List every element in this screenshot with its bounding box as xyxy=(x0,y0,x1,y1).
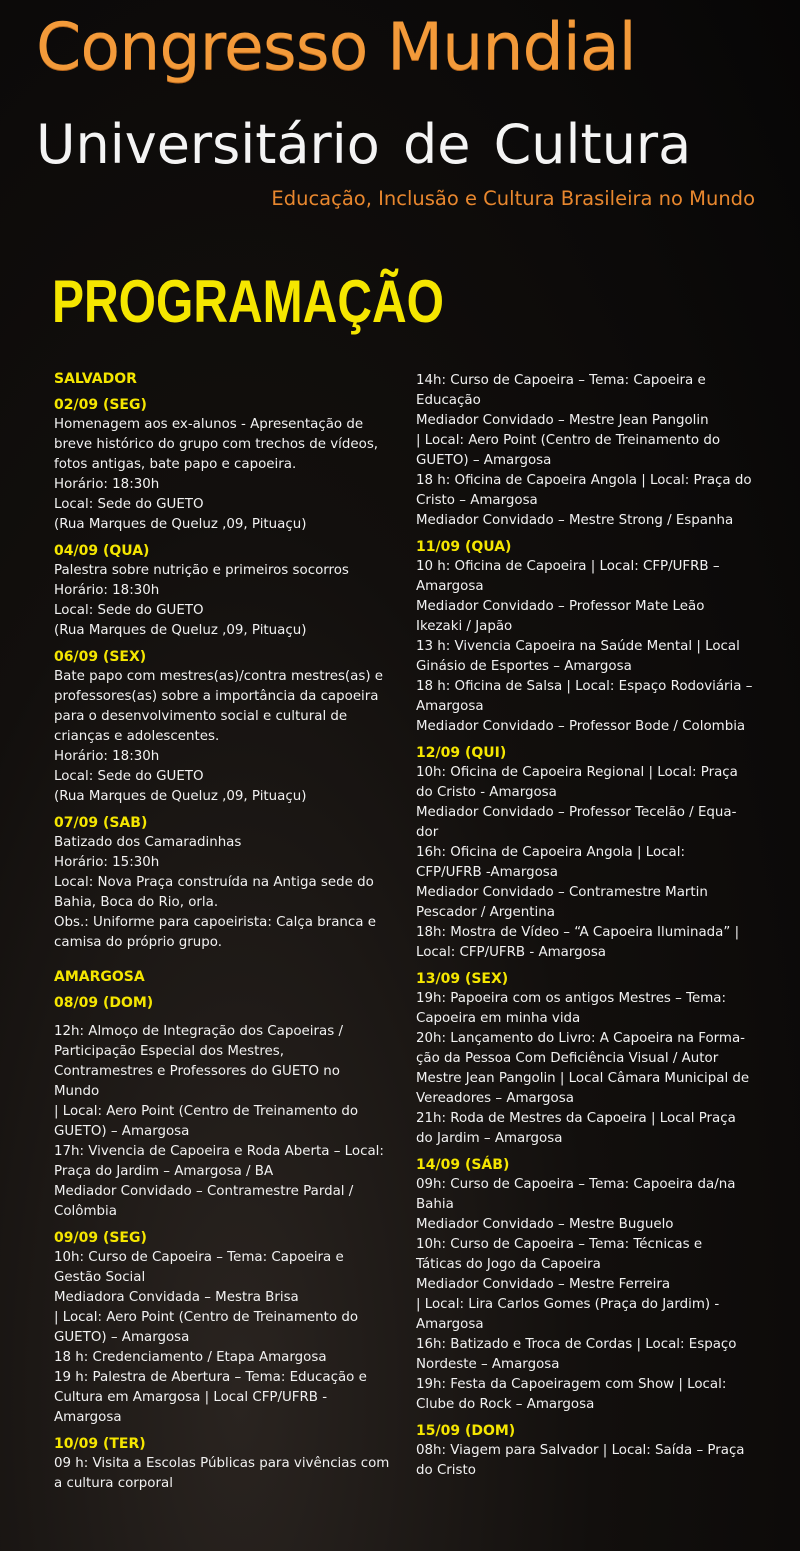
schedule-line: camisa do próprio grupo. xyxy=(54,935,223,950)
schedule-line: do Jardim – Amargosa xyxy=(416,1131,563,1146)
schedule-line: 16h: Batizado e Troca de Cordas | Local: Espaço xyxy=(416,1337,737,1352)
date-heading: 06/09 (SEX) xyxy=(54,649,147,665)
schedule-line: Bahia, Boca do Rio, orla. xyxy=(54,895,219,910)
schedule-line: Cultura em Amargosa | Local CFP/UFRB - xyxy=(54,1390,328,1405)
day-block xyxy=(54,1228,404,1428)
schedule-line: professores(as) sobre a importância da capoeira xyxy=(54,689,379,704)
schedule-line: Mestre Jean Pangolin | Local Câmara Municipal de xyxy=(416,1071,750,1086)
day-block xyxy=(416,1421,772,1481)
schedule-line: 16h: Oficina de Capoeira Angola | Local: xyxy=(416,845,685,860)
schedule-line: | Local: Aero Point (Centro de Treinamento do xyxy=(54,1310,359,1325)
schedule-line: 19h: Papoeira com os antigos Mestres – Tema: xyxy=(416,991,727,1006)
date-heading: 11/09 (QUA) xyxy=(416,539,512,555)
schedule-line: a cultura corporal xyxy=(54,1476,173,1491)
schedule-line: 10 h: Oficina de Capoeira | Local: CFP/UFRB – xyxy=(416,559,720,574)
date-heading: 08/09 (DOM) xyxy=(54,995,154,1011)
schedule-line: GUETO) – Amargosa xyxy=(54,1330,190,1345)
schedule-line: Local: Nova Praça construída na Antiga sede do xyxy=(54,875,374,890)
schedule-line: Gestão Social xyxy=(54,1270,146,1285)
schedule-line: 21h: Roda de Mestres da Capoeira | Local Praça xyxy=(416,1111,736,1126)
schedule-line: Nordeste – Amargosa xyxy=(416,1357,560,1372)
schedule-right-column xyxy=(416,371,772,1481)
schedule-line: Mediador Convidado – Contramestre Martin xyxy=(416,885,708,900)
schedule-line: Participação Especial dos Mestres, xyxy=(54,1044,285,1059)
section-title-programacao: PROGRAMAÇÃO xyxy=(52,268,444,335)
schedule-line: crianças e adolescentes. xyxy=(54,729,220,744)
schedule-line: GUETO) – Amargosa xyxy=(416,453,552,468)
schedule-line: Educação xyxy=(416,393,481,408)
schedule-line: 10h: Oficina de Capoeira Regional | Local: Praça xyxy=(416,765,738,780)
day-block xyxy=(416,371,772,531)
schedule-line: Horário: 18:30h xyxy=(54,477,160,492)
schedule-line: Horário: 18:30h xyxy=(54,583,160,598)
title-universitario-de-cultura: Universitário de Cultura xyxy=(36,113,692,176)
schedule-line: 18 h: Credenciamento / Etapa Amargosa xyxy=(54,1350,327,1365)
day-block xyxy=(416,537,772,737)
title-congresso-mundial: Congresso Mundial xyxy=(36,10,636,85)
schedule-line: 18 h: Oficina de Salsa | Local: Espaço Rodoviária – xyxy=(416,679,753,694)
schedule-line: Cristo – Amargosa xyxy=(416,493,538,508)
day-block xyxy=(54,647,404,807)
schedule-line: Mediador Convidado – Mestre Strong / Espanha xyxy=(416,513,734,528)
schedule-line: do Cristo - Amargosa xyxy=(416,785,557,800)
schedule-line: Homenagem aos ex-alunos - Apresentação de xyxy=(54,417,364,432)
schedule-line: Mediador Convidado – Professor Bode / Colombia xyxy=(416,719,746,734)
schedule-line: Mediador Convidado – Mestre Ferreira xyxy=(416,1277,671,1292)
schedule-line: Bate papo com mestres(as)/contra mestres(as) e xyxy=(54,669,384,684)
schedule-line: (Rua Marques de Queluz ,09, Pituaçu) xyxy=(54,517,307,532)
schedule-line: Horário: 18:30h xyxy=(54,749,160,764)
schedule-line: Pescador / Argentina xyxy=(416,905,555,920)
schedule-line: Mediador Convidado – Professor Mate Leão xyxy=(416,599,705,614)
date-heading: 09/09 (SEG) xyxy=(54,1230,147,1246)
schedule-line: Capoeira em minha vida xyxy=(416,1011,581,1026)
schedule-line: (Rua Marques de Queluz ,09, Pituaçu) xyxy=(54,789,307,804)
schedule-line: CFP/UFRB -Amargosa xyxy=(416,865,558,880)
date-heading: 13/09 (SEX) xyxy=(416,971,509,987)
schedule-line: Ikezaki / Japão xyxy=(416,619,513,634)
schedule-line: Mediadora Convidada – Mestra Brisa xyxy=(54,1290,299,1305)
schedule-line: 08h: Viagem para Salvador | Local: Saída – Praça xyxy=(416,1443,745,1458)
schedule-line: Amargosa xyxy=(54,1410,122,1425)
schedule-line: 18 h: Oficina de Capoeira Angola | Local: Praça do xyxy=(416,473,752,488)
schedule-line: 12h: Almoço de Integração dos Capoeiras / xyxy=(54,1024,343,1039)
schedule-line: Palestra sobre nutrição e primeiros socorros xyxy=(54,563,349,578)
schedule-line: Amargosa xyxy=(416,579,484,594)
schedule-line: Amargosa xyxy=(416,1317,484,1332)
schedule-line: Local: Sede do GUETO xyxy=(54,603,204,618)
schedule-line: Táticas do Jogo da Capoeira xyxy=(416,1257,601,1272)
day-block xyxy=(54,541,404,641)
schedule-line: 14h: Curso de Capoeira – Tema: Capoeira e xyxy=(416,373,706,388)
schedule-line: Mediador Convidado – Professor Tecelão / Equa- xyxy=(416,805,737,820)
day-block xyxy=(54,993,404,1222)
day-block xyxy=(416,743,772,963)
schedule-line: 10h: Curso de Capoeira – Tema: Capoeira e xyxy=(54,1250,344,1265)
schedule-line: ção da Pessoa Com Deficiência Visual / Autor xyxy=(416,1051,719,1066)
schedule-line: Local: Sede do GUETO xyxy=(54,769,204,784)
schedule-line: Local: CFP/UFRB - Amargosa xyxy=(416,945,607,960)
city-heading-amargosa: AMARGOSA xyxy=(54,969,145,985)
schedule-line: Contramestres e Professores do GUETO no xyxy=(54,1064,340,1079)
city-heading-salvador: SALVADOR xyxy=(54,371,137,387)
schedule-line: GUETO) – Amargosa xyxy=(54,1124,190,1139)
schedule-line: Mundo xyxy=(54,1084,100,1099)
schedule-line: Clube do Rock – Amargosa xyxy=(416,1397,595,1412)
date-heading: 07/09 (SAB) xyxy=(54,815,148,831)
schedule-line: Mediador Convidado – Mestre Buguelo xyxy=(416,1217,674,1232)
day-block xyxy=(416,969,772,1149)
date-heading: 12/09 (QUI) xyxy=(416,745,507,761)
date-heading: 14/09 (SÁB) xyxy=(416,1157,510,1173)
schedule-line: Colômbia xyxy=(54,1204,117,1219)
schedule-line: 09h: Curso de Capoeira – Tema: Capoeira da/na xyxy=(416,1177,736,1192)
schedule-line: Praça do Jardim – Amargosa / BA xyxy=(54,1164,274,1179)
date-heading: 02/09 (SEG) xyxy=(54,397,147,413)
schedule-line: 20h: Lançamento do Livro: A Capoeira na Forma- xyxy=(416,1031,746,1046)
schedule-line: 13 h: Vivencia Capoeira na Saúde Mental | Local xyxy=(416,639,740,654)
day-block xyxy=(416,1155,772,1415)
schedule-left-column xyxy=(54,369,404,1494)
schedule-line: 19 h: Palestra de Abertura – Tema: Educação e xyxy=(54,1370,367,1385)
day-block xyxy=(54,813,404,953)
schedule-line: dor xyxy=(416,825,439,840)
schedule-line: 18h: Mostra de Vídeo – “A Capoeira Iluminada” | xyxy=(416,925,740,940)
schedule-line: Obs.: Uniforme para capoeirista: Calça branca e xyxy=(54,915,376,930)
date-heading: 15/09 (DOM) xyxy=(416,1423,516,1439)
schedule-line: 09 h: Visita a Escolas Públicas para vivências com xyxy=(54,1456,390,1471)
schedule-line: do Cristo xyxy=(416,1463,476,1478)
schedule-line: Local: Sede do GUETO xyxy=(54,497,204,512)
schedule-line: Ginásio de Esportes – Amargosa xyxy=(416,659,632,674)
schedule-line: Bahia xyxy=(416,1197,454,1212)
schedule-line: Vereadores – Amargosa xyxy=(416,1091,574,1106)
date-heading: 04/09 (QUA) xyxy=(54,543,150,559)
schedule-line: 19h: Festa da Capoeiragem com Show | Local: xyxy=(416,1377,727,1392)
schedule-line: | Local: Lira Carlos Gomes (Praça do Jardim) - xyxy=(416,1297,720,1312)
schedule-line: Amargosa xyxy=(416,699,484,714)
schedule-line: Horário: 15:30h xyxy=(54,855,160,870)
schedule-line: breve histórico do grupo com trechos de vídeos, xyxy=(54,437,379,452)
schedule-line: Mediador Convidado – Mestre Jean Pangolin xyxy=(416,413,709,428)
schedule-line: 17h: Vivencia de Capoeira e Roda Aberta – Local: xyxy=(54,1144,384,1159)
schedule-line: | Local: Aero Point (Centro de Treinamento do xyxy=(416,433,721,448)
day-block xyxy=(54,395,404,535)
schedule-line: Batizado dos Camaradinhas xyxy=(54,835,242,850)
schedule-line: para o desenvolvimento social e cultural de xyxy=(54,709,348,724)
schedule-line: 10h: Curso de Capoeira – Tema: Técnicas e xyxy=(416,1237,703,1252)
schedule-line: fotos antigas, bate papo e capoeira. xyxy=(54,457,297,472)
day-block xyxy=(54,1434,404,1494)
schedule-line: | Local: Aero Point (Centro de Treinamento do xyxy=(54,1104,359,1119)
schedule-line: (Rua Marques de Queluz ,09, Pituaçu) xyxy=(54,623,307,638)
schedule-line: Mediador Convidado – Contramestre Pardal / xyxy=(54,1184,354,1199)
subtitle: Educação, Inclusão e Cultura Brasileira no Mundo xyxy=(271,187,755,210)
date-heading: 10/09 (TER) xyxy=(54,1436,146,1452)
